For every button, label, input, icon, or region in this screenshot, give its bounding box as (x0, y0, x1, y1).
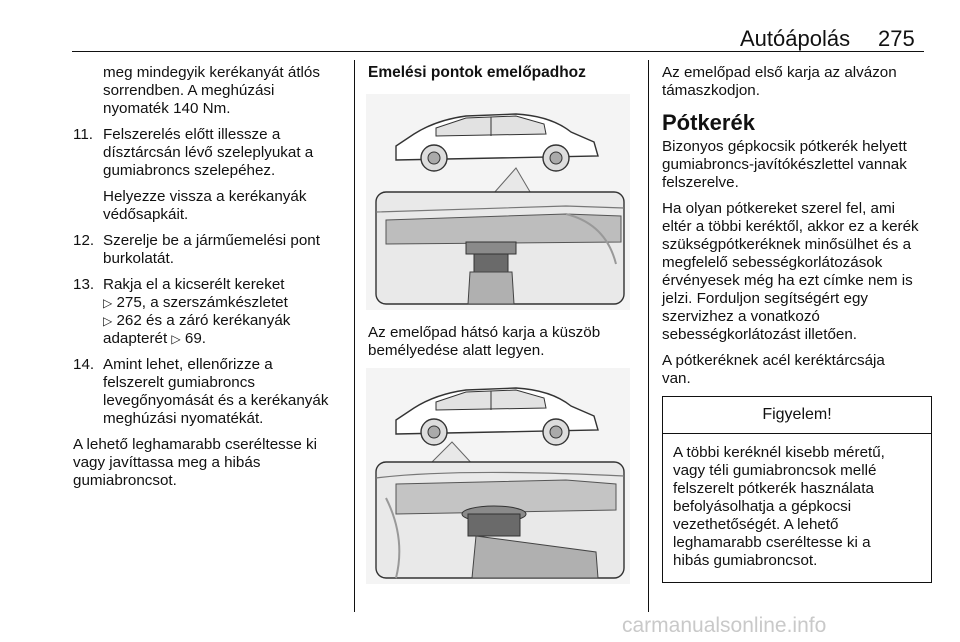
list-item: 11. Felszerelés előtt illessze a dísztárcsán lévő szeleplyukat a gumiabroncs szelepéhez. Helyezze vissza a kerékanyák védősapkáit. (73, 126, 348, 224)
page-title: Autóápolás (740, 26, 851, 51)
list-item: 12. Szerelje be a járműemelési pont burkolatát. (73, 232, 320, 267)
column-middle (368, 64, 636, 598)
paragraph: A pótkeréknek acél keréktárcsája van. (662, 352, 885, 387)
page-reference-link[interactable]: 275, a szerszámkészletet (116, 294, 288, 311)
page-reference-arrow-icon: ▷ (103, 296, 113, 310)
intro-text: Az emelőpad első karja az alvázon támaszkodjon. (662, 64, 897, 99)
column-divider-2 (648, 60, 649, 612)
page-number: 275 (878, 26, 915, 51)
front-lift-point-illustration (366, 94, 630, 310)
column-left (73, 64, 348, 498)
warning-box (662, 396, 932, 583)
rear-lift-point-illustration (366, 368, 630, 584)
warning-text: A többi keréknél kisebb méretű, vagy téli gumiabroncsok mellé felszerelt pótkerék használata befolyásolhatja a gépkocsi vezethetőségét. A lehető leghamarabb cseréltesse ki a hibás gumiabroncsot. (673, 444, 885, 569)
figure-caption: Az emelőpad hátsó karja a küszöb bemélyedése alatt legyen. (368, 324, 601, 359)
intro-text: meg mindegyik kerékanyát átlós sorrendben. A meghúzási nyomaték 140 Nm. (103, 64, 320, 117)
warning-title: Figyelem! (663, 397, 931, 434)
column-divider-1 (354, 60, 355, 612)
page-reference-arrow-icon: ▷ (171, 332, 181, 346)
header-divider (72, 51, 924, 52)
list-item: 14. Amint lehet, ellenőrizze a felszerelt gumiabroncs levegőnyomását és a kerékanyák meghúzási nyomatékát. (73, 356, 329, 427)
list-item: 13. Rakja el a kicserélt kereket ▷ 275, a szerszámkészletet ▷ 262 és a záró kerékanyák adapterét ▷ 69. (73, 276, 291, 347)
watermark: carmanualsonline.info (622, 614, 827, 637)
page-reference-link[interactable]: 262 és a záró kerékanyák (116, 312, 291, 329)
section-heading: Emelési pontok emelőpadhoz (368, 64, 586, 81)
section-heading: Pótkerék (662, 110, 755, 135)
closing-paragraph: A lehető leghamarabb cseréltesse ki vagy javíttassa meg a hibás gumiabroncsot. (73, 436, 317, 489)
list-item-note: Helyezze vissza a kerékanyák védősapkáit. (103, 188, 307, 223)
paragraph: Bizonyos gépkocsik pótkerék helyett gumiabroncs-javítókészlettel vannak felszerelve. (662, 138, 907, 191)
page-reference-arrow-icon: ▷ (103, 314, 113, 328)
paragraph: Ha olyan pótkereket szerel fel, ami eltér a többi keréktől, akkor ez a kerék szükségpótkeréknek minősülhet és a megfelelő sebességkorlátozások érvényesek még ha ezt címke nem is jelzi. Forduljon segítségért egy szervizhez a vonatkozó sebességkorlátozást illetően. (662, 200, 919, 343)
column-right (662, 64, 932, 583)
page-reference-link[interactable]: 69. (184, 330, 207, 347)
